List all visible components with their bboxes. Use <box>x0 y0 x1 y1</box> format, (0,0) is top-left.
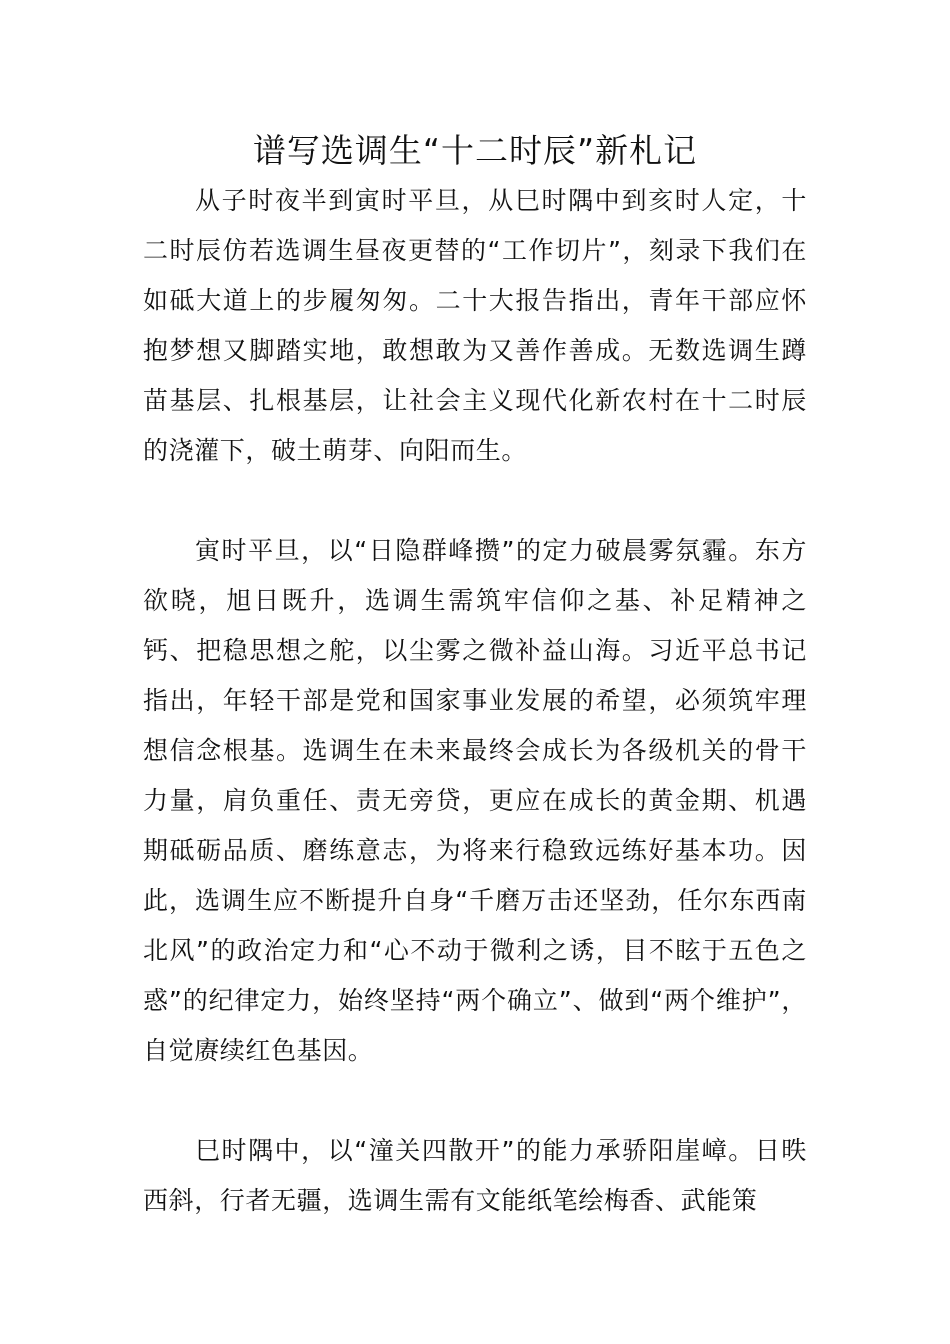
paragraph-intro: 从子时夜半到寅时平旦，从巳时隅中到亥时人定，十二时辰仿若选调生昼夜更替的“工作切片”，刻录下我们在如砥大道上的步履匆匆。二十大报告指出，青年干部应怀抱梦想又脚踏实地，敢想敢为又善作善成。无数选调生蹲苗基层、扎根基层，让社会主义现代化新农村在十二时辰的浇灌下，破土萌芽、向阳而生。 <box>143 186 807 465</box>
paragraph-yinshi: 寅时平旦，以“日隐群峰攒”的定力破晨雾氛霾。东方欲晓，旭日既升，选调生需筑牢信仰之基、补足精神之钙、把稳思想之舵，以尘雾之微补益山海。习近平总书记指出，年轻干部是党和国家事业发展的希望，必须筑牢理想信念根基。选调生在未来最终会成长为各级机关的骨干力量，肩负重任、责无旁贷，更应在成长的黄金期、机遇期砥砺品质、磨练意志，为将来行稳致远练好基本功。因此，选调生应不断提升自身“千磨万击还坚劲，任尔东西南北风”的政治定力和“心不动于微利之诱，目不眩于五色之惑”的纪律定力，始终坚持“两个确立”、做到“两个维护”，自觉赓续红色基因。 <box>143 536 807 1065</box>
document-body <box>143 176 807 1226</box>
document-title: 谱写选调生“十二时辰”新札记 <box>252 131 698 170</box>
paragraph-sishi: 巳时隅中，以“潼关四散开”的能力承骄阳崖嶂。日昳西斜，行者无疆，选调生需有文能纸笔绘梅香、武能策 <box>143 1136 807 1215</box>
